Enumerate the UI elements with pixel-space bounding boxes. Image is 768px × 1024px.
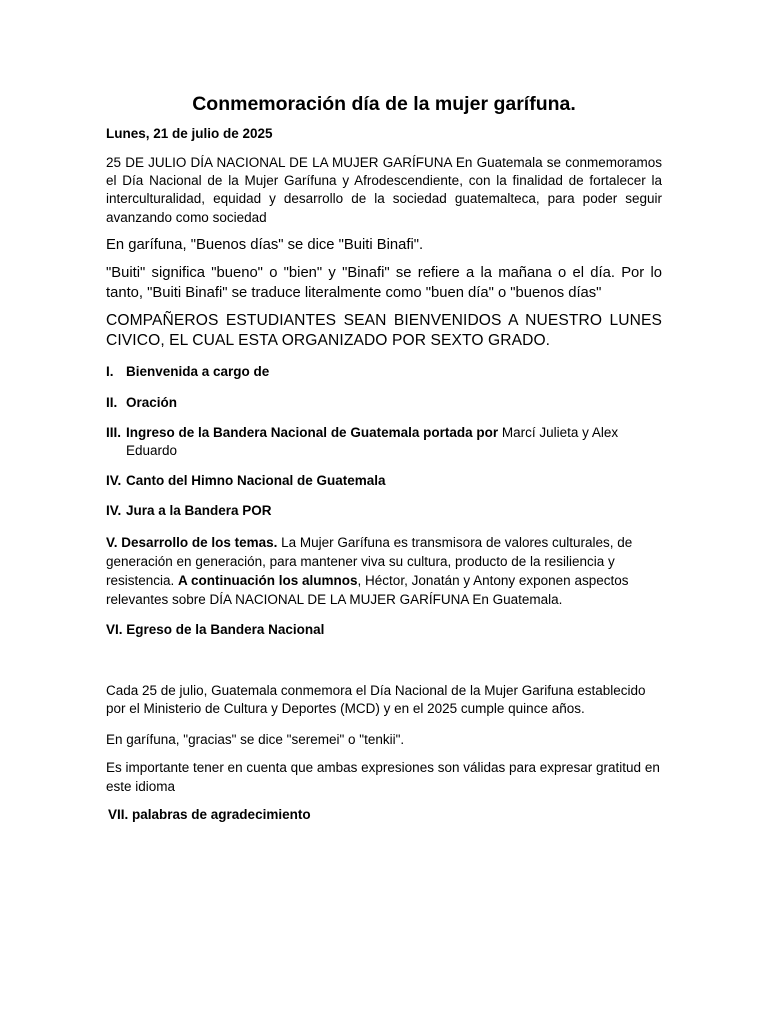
agenda-item-2 [106, 394, 662, 412]
blank-space [106, 639, 662, 673]
closing-paragraph-2: En garífuna, "gracias" se dice "seremei" o "tenkii". [106, 732, 405, 748]
agenda-item-number: II. [106, 394, 118, 410]
closing-paragraph-1: Cada 25 de julio, Guatemala conmemora el Día Nacional de la Mujer Garifuna establecido por el Ministerio de Cultura y Deportes (MCD) y en el 2025 cumple quince años. [106, 682, 646, 716]
agenda-item-text: La Mujer Garífuna es transmisora de valores culturales, de generación en generación, para mantener viva su cultura, producto de la resiliencia y resistencia. [106, 534, 633, 588]
agenda-item-text-2: , Héctor, Jonatán y Antony exponen aspectos relevantes sobre DÍA NACIONAL DE LA MUJER GARÍFUNA En Guatemala. [106, 572, 629, 607]
agenda-item-number: IV. [106, 503, 122, 519]
agenda-item-number: I. [106, 364, 114, 380]
agenda-item-bold-text: Ingreso de la Bandera Nacional de Guatemala portada por [126, 424, 499, 440]
agenda-item-text: Bienvenida a cargo de [126, 364, 270, 380]
document-date: Lunes, 21 de julio de 2025 [106, 126, 273, 141]
agenda-item-5 [106, 502, 662, 520]
intro-paragraph: 25 DE JULIO DÍA NACIONAL DE LA MUJER GARÍFUNA En Guatemala se conmemoramos el Día Nacional de la Mujer Garífuna y Afrodescendiente, con la finalidad de fortalecer la interculturalidad, equidad y desarrollo de la sociedad guatemalteca, para poder seguir avanzando como sociedad [106, 155, 662, 225]
agenda-item-1 [106, 363, 662, 381]
agenda-item-6 [106, 533, 662, 609]
document-page [106, 92, 662, 824]
agenda-item-text: Canto del Himno Nacional de Guatemala [126, 473, 386, 489]
greeting-paragraph: En garífuna, "Buenos días" se dice "Buiti Binafi". [106, 236, 424, 253]
document-title: Conmemoración día de la mujer garífuna. [192, 93, 576, 115]
final-agenda-item: VII. palabras de agradecimiento [108, 806, 311, 822]
meaning-paragraph: "Buiti" significa "bueno" o "bien" y "Binafi" se refiere a la mañana o el día. Por lo tanto, "Buiti Binafi" se traduce literalmente como "buen día" o "buenos días" [106, 265, 662, 301]
agenda-list [106, 363, 662, 638]
welcome-paragraph: COMPAÑEROS ESTUDIANTES SEAN BIENVENIDOS A NUESTRO LUNES CIVICO, EL CUAL ESTA ORGANIZADO POR SEXTO GRADO. [106, 312, 662, 350]
agenda-item-number: VI. [106, 621, 123, 637]
agenda-item-text: Jura a la Bandera POR [126, 503, 272, 519]
agenda-item-bold-text-2: A continuación los alumnos [178, 572, 358, 588]
agenda-item-text: Oración [126, 394, 178, 410]
agenda-item-names: Marcí Julieta y Alex Eduardo [126, 424, 619, 458]
agenda-item-number: V. [106, 534, 118, 550]
agenda-item-7 [106, 621, 662, 639]
agenda-item-text [126, 424, 662, 460]
agenda-item-text: Egreso de la Bandera Nacional [126, 621, 325, 637]
agenda-item-number: III. [106, 424, 122, 440]
closing-paragraph-3: Es importante tener en cuenta que ambas expresiones son válidas para expresar gratitud en este idioma [106, 760, 660, 794]
agenda-item-bold-text: Desarrollo de los temas. [121, 534, 278, 550]
agenda-item-number: IV. [106, 473, 122, 489]
agenda-item-4 [106, 472, 662, 490]
agenda-item-3 [106, 424, 662, 460]
